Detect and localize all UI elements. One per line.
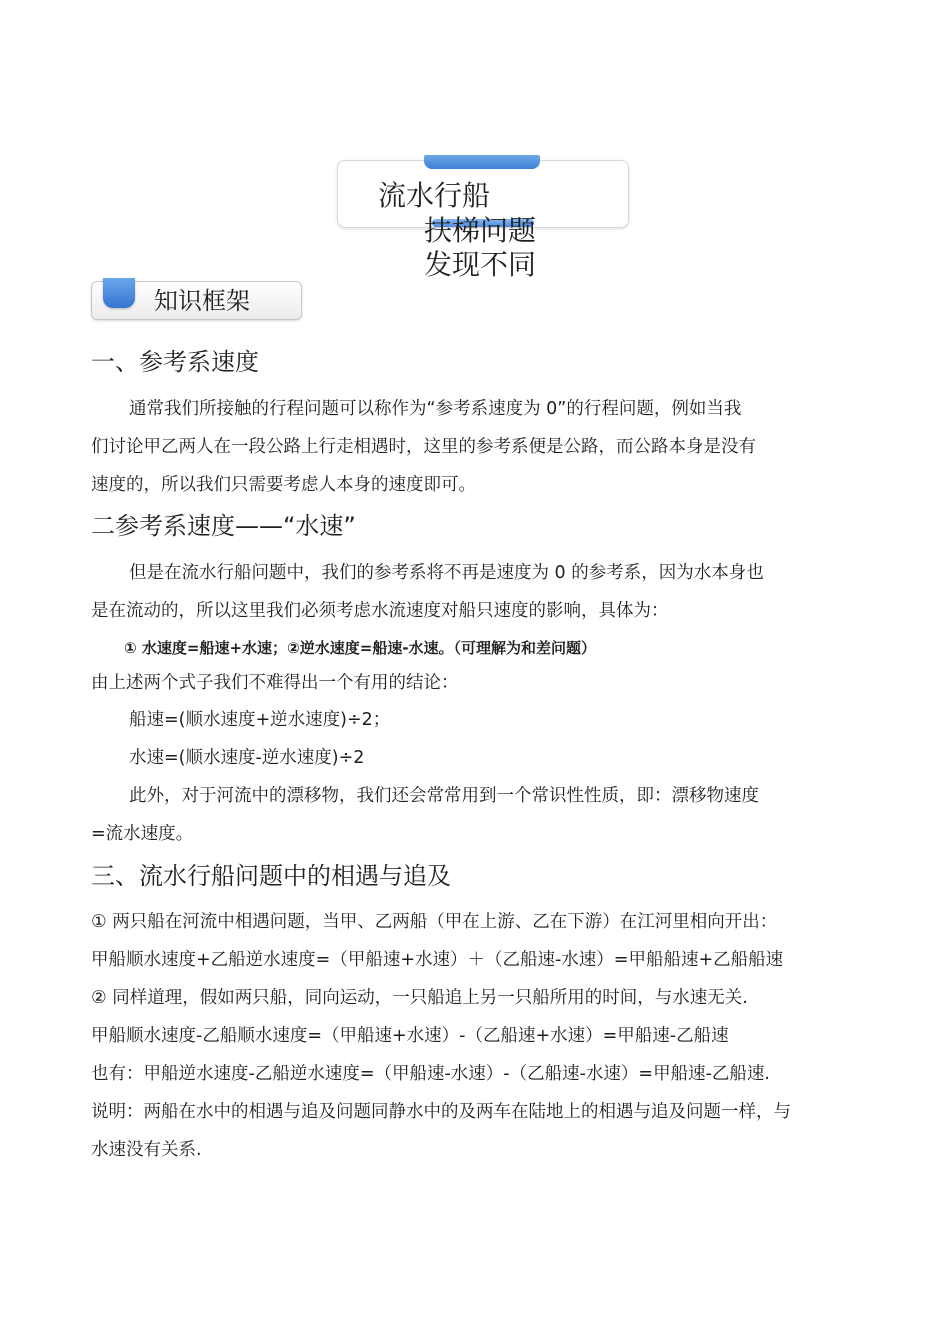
s3-line-7: 水速没有关系. bbox=[91, 1140, 202, 1160]
title-line-2: 扶梯问题 bbox=[424, 214, 537, 247]
s2-formula-line: ① 水速度=船速+水速；②逆水速度=船速-水速。（可理解为和差问题） bbox=[124, 639, 597, 657]
s2-paragraph-line-1: 但是在流水行船问题中，我们的参考系将不再是速度为 0 的参考系，因为水本身也 bbox=[129, 563, 764, 583]
s2-formula-water-speed: 水速=(顺水速度-逆水速度)÷2 bbox=[129, 748, 365, 768]
s2-paragraph-3-line-1: 此外，对于河流中的漂移物，我们还会常常用到一个常识性性质，即：漂移物速度 bbox=[129, 786, 759, 806]
section-label: 知识框架 bbox=[154, 287, 250, 315]
s2-paragraph-line-2: 是在流动的，所以这里我们必须考虑水流速度对船只速度的影响，具体为： bbox=[91, 601, 669, 621]
s1-paragraph-line-2: 们讨论甲乙两人在一段公路上行走相遇时，这里的参考系便是公路，而公路本身是没有 bbox=[91, 437, 756, 457]
s2-paragraph-3-line-2: =流水速度。 bbox=[91, 824, 194, 844]
s3-line-4: 甲船顺水速度-乙船顺水速度=（甲船速+水速）-（乙船速+水速）=甲船速-乙船速 bbox=[91, 1026, 729, 1046]
title-line-1: 流水行船 bbox=[378, 179, 491, 212]
s1-paragraph-line-1: 通常我们所接触的行程问题可以称作为“参考系速度为 0”的行程问题，例如当我 bbox=[129, 399, 742, 419]
heading-section-3: 三、流水行船问题中的相遇与追及 bbox=[91, 862, 451, 890]
s2-paragraph-2: 由上述两个式子我们不难得出一个有用的结论： bbox=[91, 673, 459, 693]
heading-section-2: 二参考系速度——“水速” bbox=[91, 512, 356, 540]
s2-formula-boat-speed: 船速=(顺水速度+逆水速度)÷2； bbox=[129, 710, 391, 730]
title-tab-decoration bbox=[424, 155, 540, 169]
s1-paragraph-line-3: 速度的，所以我们只需要考虑人本身的速度即可。 bbox=[91, 475, 476, 495]
bookmark-icon bbox=[103, 278, 135, 308]
heading-section-1: 一、参考系速度 bbox=[91, 348, 259, 376]
s3-line-3: ② 同样道理，假如两只船，同向运动，一只船追上另一只船所用的时间，与水速无关. bbox=[91, 988, 748, 1008]
s3-line-1: ① 两只船在河流中相遇问题，当甲、乙两船（甲在上游、乙在下游）在江河里相向开出： bbox=[91, 912, 778, 932]
s3-line-5: 也有：甲船逆水速度-乙船逆水速度=（甲船速-水速）-（乙船速-水速）=甲船速-乙船速. bbox=[91, 1064, 770, 1084]
title-line-3: 发现不同 bbox=[424, 248, 537, 281]
s3-line-2: 甲船顺水速度+乙船逆水速度=（甲船速+水速）＋（乙船速-水速）=甲船船速+乙船船速 bbox=[91, 950, 784, 970]
s3-line-6: 说明：两船在水中的相遇与追及问题同静水中的及两车在陆地上的相遇与追及问题一样，与 bbox=[91, 1102, 791, 1122]
